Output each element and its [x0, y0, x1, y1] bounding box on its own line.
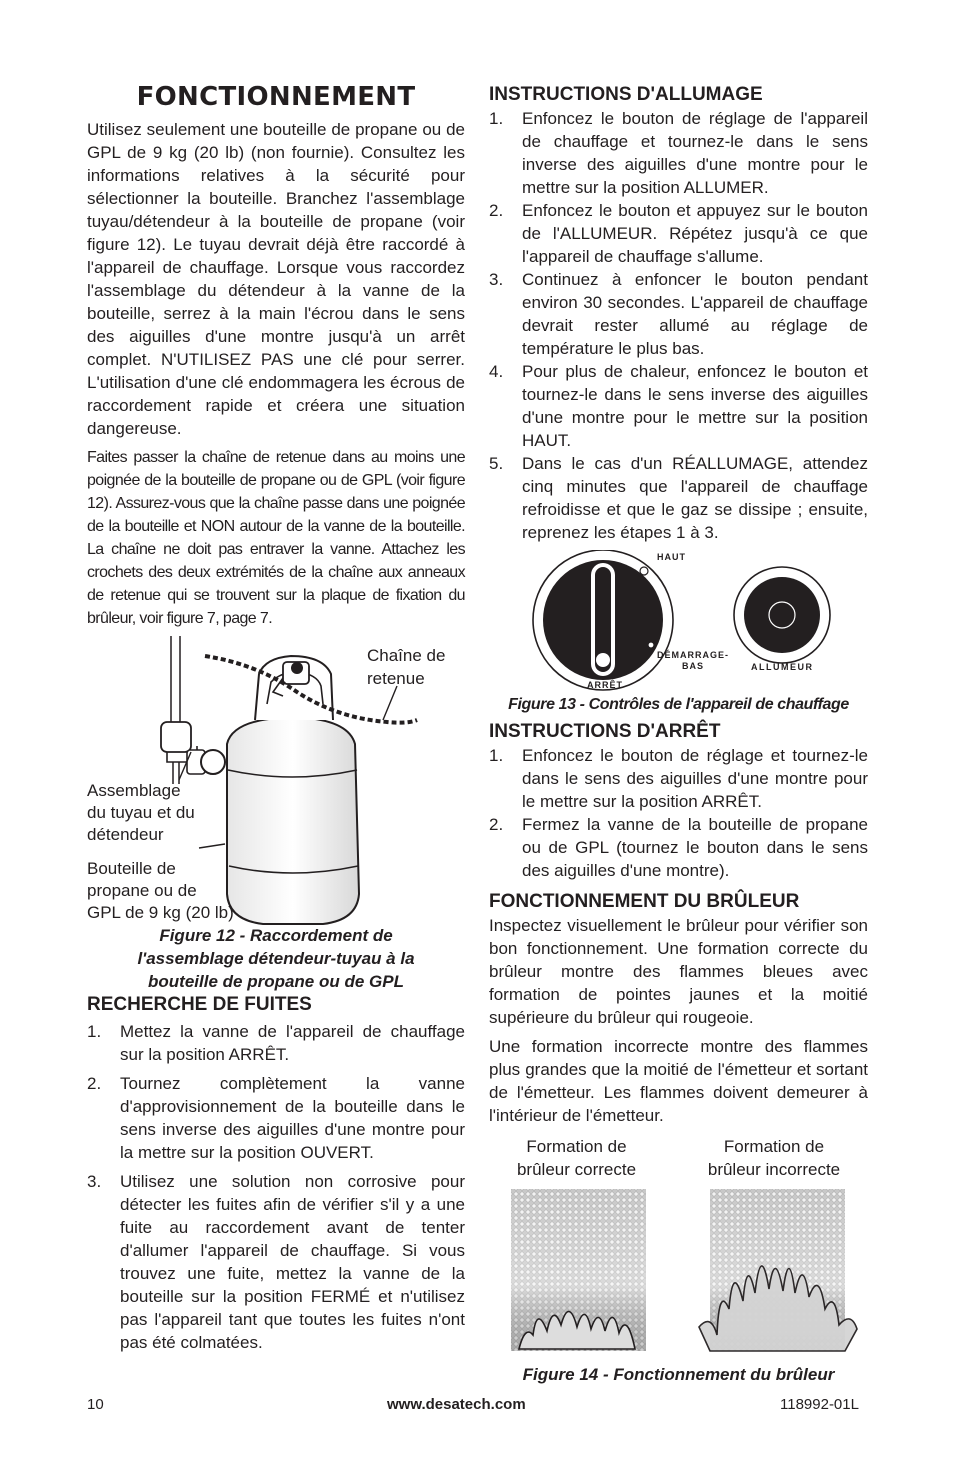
- burner-illustration: [489, 1185, 868, 1355]
- hose: [171, 636, 180, 724]
- list-item: 2. Fermez la vanne de la bouteille de propane ou de GPL (tournez le bouton dans le sens des aiguilles d'une montre).: [489, 815, 868, 880]
- regulator: [161, 722, 191, 752]
- label-off: ARRÊT: [587, 680, 623, 690]
- figure-12: [87, 634, 465, 991]
- list-item: 2. Enfoncez le bouton et appuyez sur le bouton de l'ALLUMEUR. Répétez jusqu'à ce que l'appareil de chauffage s'allume.: [489, 201, 868, 266]
- page-number: 10: [87, 1396, 104, 1413]
- list-item: 3. Continuez à enfoncer le bouton pendant environ 30 secondes. L'appareil de chauffage devrait rester allumé au réglage de température le plus bas.: [489, 270, 868, 358]
- list-item: 5. Dans le cas d'un RÉALLUMAGE, attendez cinq minutes que l'appareil de chauffage refroidisse et que le gaz se dissipe ; ensuite, reprenez les étapes 1 à 3.: [489, 454, 868, 542]
- intro-paragraph: Utilisez seulement une bouteille de propane ou de GPL de 9 kg (20 lb) (non fournie). Consultez les informations relatives à la sécurité pour sélectionner la bouteille. Branchez l'assemblage tuyau/détendeur à la bouteille de propane (voir figure 12). Le tuyau devrait déjà être raccordé à l'appareil de chauffage. Lorsque vous raccordez l'assemblage du détendeur à la vanne de la bouteille, serrez à la main l'écrou dans le sens des aiguilles d'une montre jusqu'à un arrêt complet. N'UTILISEZ PAS une clé pour serrer. L'utilisation d'une clé endommagera les écrous de raccordement rapide et créera une situation dangereuse.: [87, 120, 465, 438]
- list-item: 1. Enfoncez le bouton de réglage de l'appareil de chauffage et tournez-le dans le sens inverse des aiguilles d'une montre pour le mettre sur la position ALLUMER.: [489, 109, 868, 197]
- lighting-heading: INSTRUCTIONS D'ALLUMAGE: [489, 84, 763, 105]
- label-chain: Chaîne de retenue: [367, 646, 446, 688]
- left-column: [87, 82, 465, 1354]
- figure-14-caption: Figure 14 - Fonctionnement du brûleur: [522, 1365, 835, 1384]
- lighting-list: [489, 107, 868, 544]
- figure-13-caption: Figure 13 - Contrôles de l'appareil de chauffage: [508, 696, 849, 713]
- leaks-heading: RECHERCHE DE FUITES: [87, 994, 312, 1015]
- figure-13: [489, 550, 868, 718]
- burner-heading: FONCTIONNEMENT DU BRÛLEUR: [489, 891, 800, 912]
- list-item: 1. Mettez la vanne de l'appareil de chauffage sur la position ARRÊT.: [87, 1022, 465, 1064]
- list-item: 1. Enfoncez le bouton de réglage et tournez-le dans le sens des aiguilles d'une montre pour le mettre sur la position ARRÊT.: [489, 746, 868, 811]
- burner-paragraph-2: Une formation incorrecte montre des flammes plus grandes que la moitié de l'émetteur et sortant de l'émetteur. Les flammes doivent demeurer à l'intérieur de l'émetteur.: [489, 1037, 868, 1125]
- label-correct: Formation de brûleur correcte: [516, 1137, 637, 1179]
- leaks-list: [87, 1020, 465, 1354]
- chain-paragraph: Faites passer la chaîne de retenue dans au moins une poignée de la bouteille de propane ou de GPL (voir figure 12). Assurez-vous que la chaîne passe dans une poignée de la bouteille et NON autour de la vanne de la bouteille. La chaîne ne doit pas entraver la vanne. Attachez les crochets des deux extrémités de la chaîne aux anneaux de retenue qui se trouvent sur la plaque de fixation du brûleur, voir figure 7, page 7.: [87, 449, 465, 627]
- label-high: HAUT: [657, 552, 686, 562]
- tank-body: [227, 718, 359, 924]
- shutoff-list: [489, 744, 868, 882]
- label-hose: Assemblage du tuyau et du détendeur: [87, 781, 195, 844]
- label-igniter: ALLUMEUR: [751, 662, 814, 672]
- document-code: 118992-01L: [780, 1396, 859, 1413]
- label-incorrect: Formation de brûleur incorrecte: [707, 1137, 841, 1179]
- control-knobs-illustration: [489, 550, 868, 696]
- list-item: 2. Tournez complètement la vanne d'approvisionnement de la bouteille dans le sens inverse des aiguilles d'une montre pour la mettre sur la position OUVERT.: [87, 1074, 465, 1162]
- burner-paragraph-1: Inspectez visuellement le brûleur pour vérifier son bon fonctionnement. Une formation correcte du brûleur montre des flammes bleues avec formation de pointes jaunes et la moitié supérieure du brûleur qui rougeoie.: [489, 916, 868, 1027]
- footer-url: www.desatech.com: [387, 1396, 526, 1413]
- list-item: 3. Utilisez une solution non corrosive pour détecter les fuites afin de vérifier s'il y a une fuite au raccordement avant de tenter d'allumer l'appareil de chauffage. Si vous trouvez une fuite, mettez la vanne de la bouteille sur la position FERMÉ et n'utilisez pas l'appareil tant que toutes les fuites n'ont pas été colmatées.: [87, 1172, 465, 1352]
- list-item: 4. Pour plus de chaleur, enfoncez le bouton et tournez-le dans le sens inverse des aiguilles d'une montre pour le mettre sur la position HAUT.: [489, 362, 868, 450]
- right-column: [489, 82, 868, 1385]
- figure-14: [489, 1135, 868, 1385]
- shutoff-heading: INSTRUCTIONS D'ARRÊT: [489, 721, 721, 742]
- label-tank: Bouteille de propane ou de GPL de 9 kg (20 lb): [87, 859, 234, 922]
- figure-12-caption: Figure 12 - Raccordement de l'assemblage détendeur-tuyau à la bouteille de propane ou de GPL: [137, 926, 415, 991]
- label-start: DÉMARRAGE- BAS: [657, 650, 729, 671]
- page-title: FONCTIONNEMENT: [136, 82, 416, 112]
